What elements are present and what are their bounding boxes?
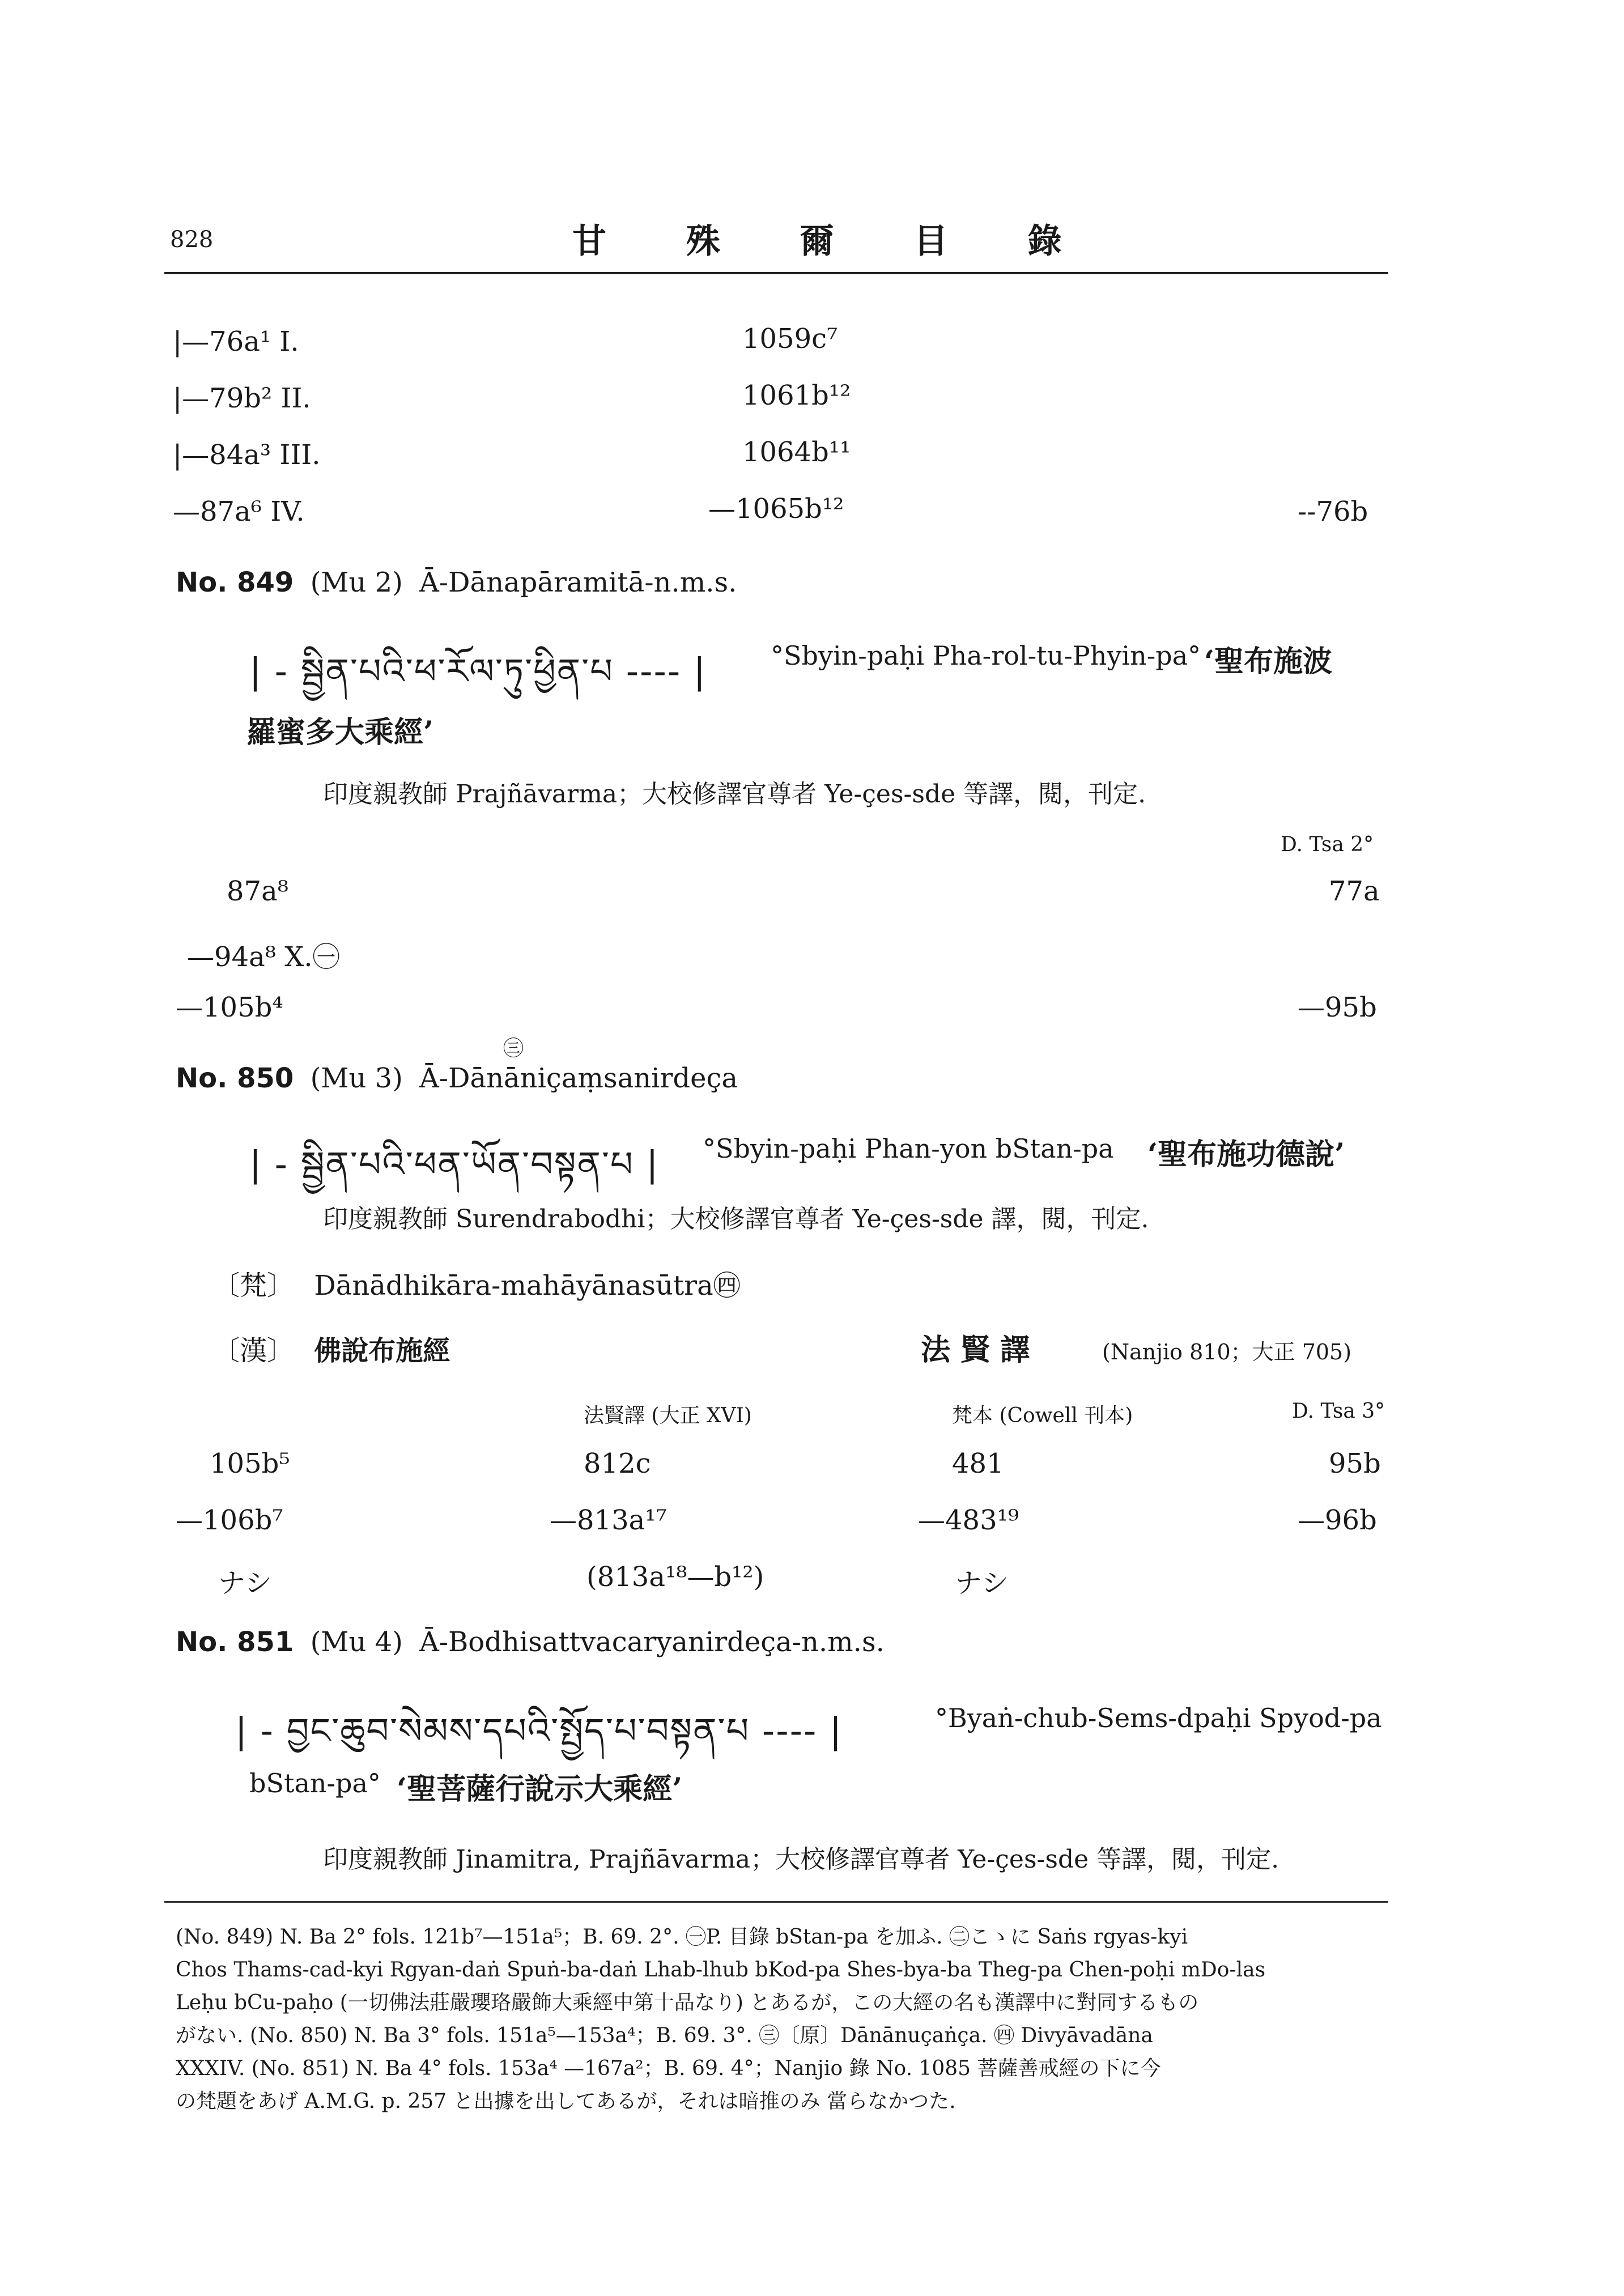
top-row-1-mid: 1059c⁷ [742, 323, 838, 355]
top-row-4-mid: —1065b¹² [708, 493, 844, 525]
entry-851-tibetan: | - བྱང་ཆུབ་སེམས་དཔའི་སྤྱོད་པ་བསྟན་པ ---- | [235, 1710, 843, 1751]
entry-850-skt: Dānādhikāra-mahāyānasūtra㊃ [314, 1270, 741, 1302]
entry-850-r2-c3: —483¹⁹ [918, 1504, 1019, 1536]
entry-850-cjk-title: ‘聖布施功德說’ [1147, 1137, 1345, 1172]
entry-850-col-head-1: 法賢譯 (大正 XVI) [584, 1404, 752, 1427]
footnote-line-6: の梵題をあげ A.M.G. p. 257 と出據を出してあるが，それは暗推のみ 當らなかつた. [176, 2090, 956, 2113]
entry-849-d-ref: D. Tsa 2° [1281, 833, 1374, 856]
entry-849-translit: °Sbyin-paḥi Pha-rol-tu-Phyin-pa° [771, 640, 1201, 671]
entry-849-number: No. 849 [176, 567, 294, 598]
entry-850-r2-c1: —106b⁷ [176, 1504, 283, 1536]
entry-849-row-1-left: 87a⁸ [227, 875, 288, 907]
entry-850-han-ref: (Nanjio 810；大正 705) [1102, 1340, 1352, 1364]
entry-850-r1-c1: 105b⁵ [210, 1448, 290, 1479]
entry-850-translit: °Sbyin-paḥi Phan-yon bStan-pa [703, 1133, 1114, 1164]
entry-850-han-label: 〔漢〕 [212, 1335, 295, 1367]
top-row-2-mid: 1061b¹² [742, 380, 851, 411]
entry-849-cjk-title-b: 羅蜜多大乘經’ [246, 715, 434, 750]
entry-850-han-trans: 法 賢 譯 [921, 1333, 1030, 1367]
entry-850-tibetan: | - སྦྱིན་པའི་ཕན་ཡོན་བསྟན་པ | [249, 1143, 660, 1185]
entry-850-r1-c2: 812c [584, 1448, 651, 1479]
footnote-rule [164, 1901, 1388, 1903]
footnote-line-4: がない. (No. 850) N. Ba 3° fols. 151a⁵—153a⁴；B. 69. 3°. ㊂〔原〕Dānānuçaṅça. ㊃ Divyāvadāna [176, 2024, 1153, 2047]
top-row-3-mid: 1064b¹¹ [742, 436, 851, 468]
entry-851-translit-a: °Byaṅ-chub-Sems-dpaḥi Spyod-pa [935, 1703, 1382, 1733]
entry-849-title: Ā-Dānapāramitā-n.m.s. [419, 567, 737, 598]
entry-850-translators: 印度親教師 Surendrabodhi；大校修譯官尊者 Ye-çes-sde 譯，閱，刊定. [323, 1205, 1149, 1234]
entry-849-cjk-title-a: ‘聖布施波 [1204, 644, 1333, 679]
entry-850-mu: (Mu 3) [310, 1062, 403, 1094]
entry-850-col-head-3: D. Tsa 3° [1292, 1400, 1385, 1423]
page-number: 828 [170, 227, 214, 253]
entry-850-r3-c1: ナシ [218, 1567, 273, 1599]
footnote-line-3: Leḥu bCu-paḥo (一切佛法莊嚴瓔珞嚴飾大乘經中第十品なり) とあるが，この大經の名も漢譯中に對同するもの [176, 1991, 1199, 2014]
entry-850-title: Ā-Dānāniçaṃsanirdeça [419, 1062, 738, 1094]
top-row-4-right: --76b [1298, 496, 1368, 528]
entry-850-col-head-2: 梵本 (Cowell 刊本) [952, 1404, 1133, 1427]
entry-849-row-3-right: —95b [1298, 992, 1377, 1023]
header-rule [164, 272, 1388, 274]
entry-850-number: No. 850 [176, 1062, 294, 1094]
entry-850-skt-label: 〔梵〕 [212, 1270, 295, 1302]
top-row-4-left: —87a⁶ IV. [173, 496, 305, 528]
footnote-line-1: (No. 849) N. Ba 2° fols. 121b⁷—151a⁵；B. 69. 2°. ㊀P. 目錄 bStan-pa を加ふ. ㊁こゝに Saṅs rgyas-kyi [176, 1925, 1188, 1949]
entry-849-row-3-left: —105b⁴ [176, 992, 283, 1023]
entry-851-title: Ā-Bodhisattvacaryanirdeça-n.m.s. [419, 1626, 885, 1658]
entry-849-tibetan: | - སྦྱིན་པའི་ཕ་རོལ་ཏུ་ཕྱིན་པ ---- | [249, 650, 707, 692]
page-title: 甘 殊 爾 目 錄 [572, 222, 1096, 261]
entry-850-r1-c4: 95b [1329, 1448, 1381, 1479]
entry-851-number: No. 851 [176, 1626, 294, 1658]
entry-850-r2-c2: —813a¹⁷ [550, 1504, 667, 1536]
entry-851-translit-b: bStan-pa° [249, 1768, 381, 1798]
entry-850-han: 佛說布施經 [314, 1335, 450, 1367]
footnote-line-5: XXXIV. (No. 851) N. Ba 4° fols. 153a⁴ —167a²；B. 69. 4°；Nanjio 錄 No. 1085 菩薩善戒經の下に今 [176, 2057, 1161, 2080]
entry-849-mu: (Mu 2) [310, 567, 403, 598]
entry-850-r1-c3: 481 [952, 1448, 1004, 1479]
entry-850-r2-c4: —96b [1298, 1504, 1377, 1536]
entry-851-mu: (Mu 4) [310, 1626, 403, 1658]
entry-850-r3-c3: ナシ [955, 1567, 1009, 1599]
entry-849-row-1-right: 77a [1329, 875, 1380, 907]
entry-851-translators: 印度親教師 Jinamitra, Prajñāvarma；大校修譯官尊者 Ye-çes-sde 等譯，閱，刊定. [323, 1845, 1279, 1874]
top-row-1-left: |—76a¹ I. [173, 326, 299, 358]
entry-849-row-2-left: —94a⁸ X.㊀ [187, 941, 340, 973]
entry-849-translators: 印度親教師 Prajñāvarma；大校修譯官尊者 Ye-çes-sde 等譯，閱，刊定. [323, 780, 1146, 809]
entry-850-r3-c2: (813a¹⁸—b¹²) [586, 1561, 764, 1593]
entry-851-cjk-title: ‘聖菩薩行說示大乘經’ [397, 1772, 683, 1806]
top-row-2-left: |—79b² II. [173, 382, 311, 414]
top-row-3-left: |—84a³ III. [173, 439, 321, 471]
entry-850-circle-mark: ㊂ [503, 1037, 524, 1060]
footnote-line-2: Chos Thams-cad-kyi Rgyan-daṅ Spuṅ-ba-daṅ Lhab-lhub bKod-pa Shes-bya-ba Theg-pa Chen-poḥi mDo-las [176, 1958, 1266, 1982]
